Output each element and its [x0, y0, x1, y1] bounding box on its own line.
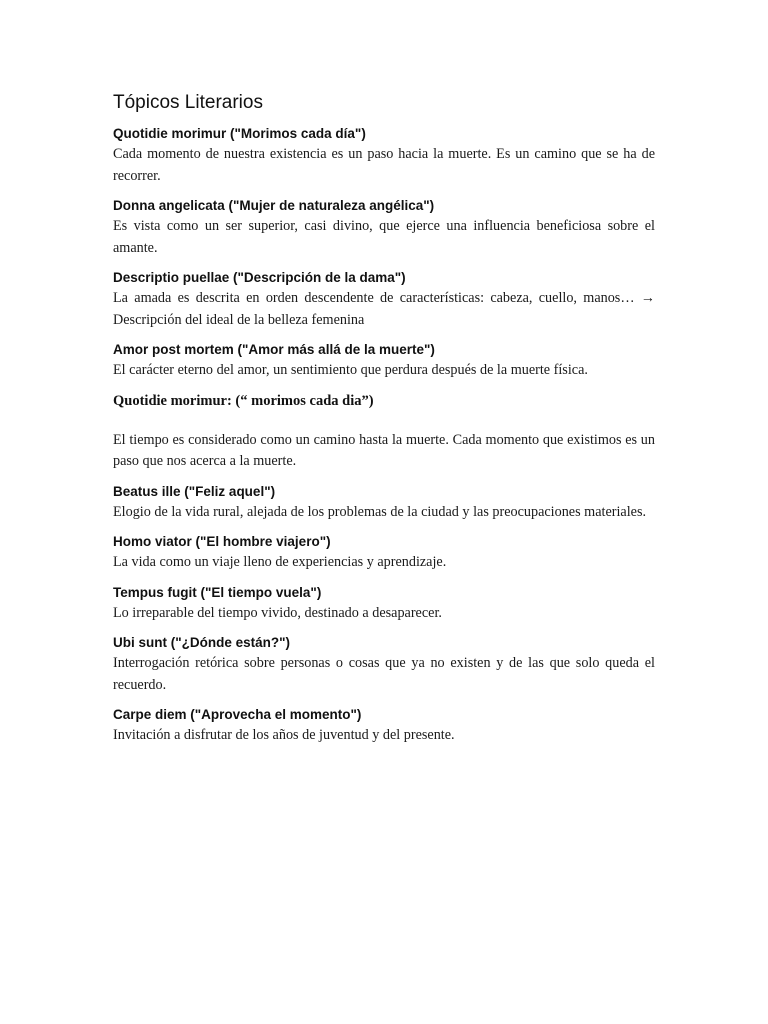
- topic-description: Es vista como un ser superior, casi divino, que ejerce una influencia beneficiosa sobre el amante.: [113, 218, 655, 256]
- topic-section: [113, 126, 655, 187]
- document-content: [113, 92, 655, 758]
- topic-description: La amada es descrita en orden descendente de características: cabeza, cuello, manos… → Descripción del ideal de la belleza femenina: [113, 290, 655, 328]
- topic-section: [113, 635, 655, 696]
- topic-heading: Beatus ille ("Feliz aquel"): [113, 483, 276, 499]
- topic-heading: Quotidie morimur: (“ morimos cada dia”): [113, 392, 374, 409]
- topic-section: [113, 707, 655, 747]
- topic-description: Invitación a disfrutar de los años de juventud y del presente.: [113, 727, 455, 743]
- topic-heading: Donna angelicata ("Mujer de naturaleza angélica"): [113, 198, 435, 213]
- topic-heading: Homo viator ("El hombre viajero"): [113, 534, 331, 549]
- topic-heading: Ubi sunt ("¿Dónde están?"): [113, 635, 291, 650]
- topic-description: Lo irreparable del tiempo vivido, destinado a desaparecer.: [113, 604, 442, 621]
- topic-heading: Descriptio puellae ("Descripción de la dama"): [113, 270, 406, 285]
- topic-description: La vida como un viaje lleno de experiencias y aprendizaje.: [113, 554, 447, 570]
- topic-heading: Carpe diem ("Aprovecha el momento"): [113, 707, 362, 722]
- topic-section: [113, 270, 655, 331]
- topic-heading: Quotidie morimur ("Morimos cada día"): [113, 126, 366, 141]
- topic-heading: Amor post mortem ("Amor más allá de la muerte"): [113, 342, 435, 357]
- document-title: Tópicos Literarios: [113, 92, 263, 113]
- topic-description: El tiempo es considerado como un camino hasta la muerte. Cada momento que existimos es un paso que nos acerca a la muerte.: [113, 431, 655, 469]
- topic-section: [113, 585, 655, 625]
- topic-section: [113, 342, 655, 382]
- topic-description: Elogio de la vida rural, alejada de los problemas de la ciudad y las preocupaciones materiales.: [113, 503, 647, 520]
- topic-description: El carácter eterno del amor, un sentimiento que perdura después de la muerte física.: [113, 362, 588, 378]
- topic-description: Interrogación retórica sobre personas o cosas que ya no existen y de las que solo queda el recuerdo.: [113, 655, 655, 693]
- topic-section: [113, 484, 655, 524]
- topic-section: [113, 393, 655, 473]
- topic-heading: Tempus fugit ("El tiempo vuela"): [113, 584, 322, 600]
- topic-section: [113, 198, 655, 259]
- topic-section: [113, 534, 655, 574]
- topic-description: Cada momento de nuestra existencia es un paso hacia la muerte. Es un camino que se ha de recorrer.: [113, 146, 655, 184]
